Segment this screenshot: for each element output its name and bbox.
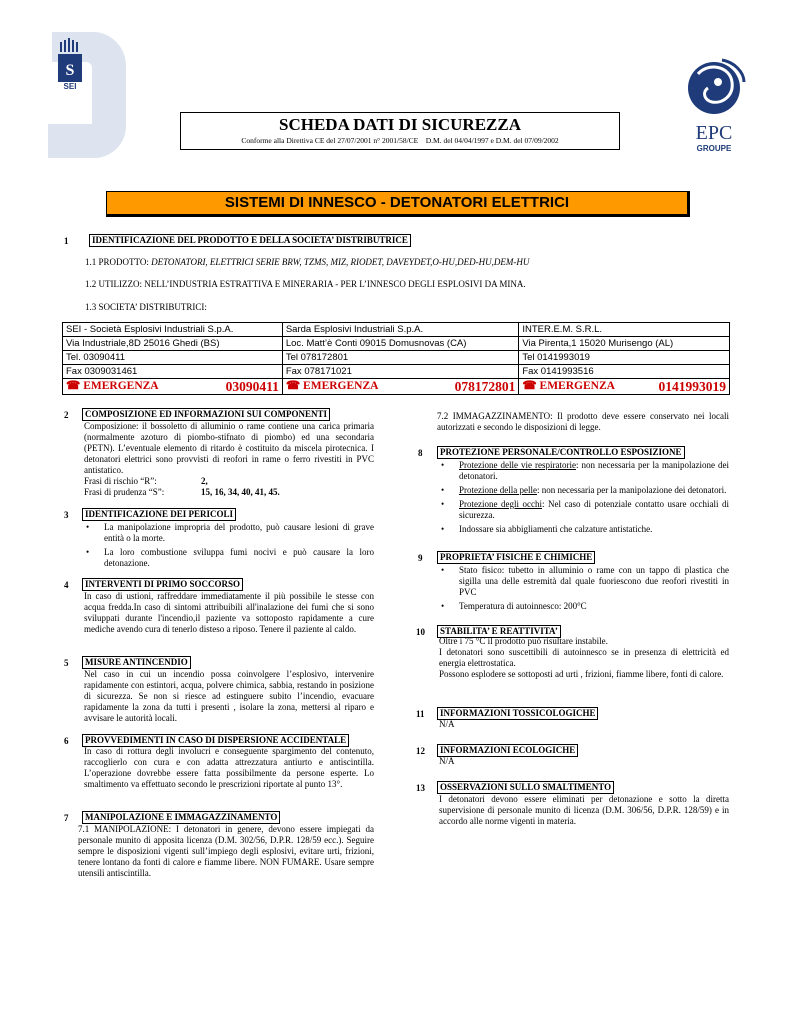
- product-banner-title: SISTEMI DI INNESCO - DETONATORI ELETTRICI: [224, 194, 570, 211]
- list-item: • La loro combustione sviluppa fumi nocivi e può causare la loro detonazione.: [82, 547, 374, 569]
- header-box: [180, 112, 620, 150]
- section-4-body: In caso di ustioni, raffreddare immediatamente il più possibile le stesse con acqua fredda.In caso di sintomi attribuibili all'inalazione dei fumi che si sono sviluppati durante l'incendio,il paziente va sottoposto rapidamente a cure mediche avendo cura di tenerlo disteso a riposo. Tenere il paziente al caldo.: [84, 591, 374, 634]
- r-phrases-value: 2,: [201, 476, 208, 486]
- distributor-tel: Tel 0141993019: [519, 351, 730, 365]
- distributor-name-row: [63, 323, 730, 337]
- section-7-1: 7.1 MANIPOLAZIONE: I detonatori in genere, devono essere impiegati da personale munito di apposita licenza (D.M. 302/56, D.P.R. 128/59 ecc.). Seguire sempre le disposizioni vigenti sull’impiego degli esplosivi, evitare urti, frizioni, tenere lontano da fonti di calore e fiamme libere. NON FUMARE. Usare sempre utensili antiscintilla.: [78, 824, 374, 878]
- section-13-number: 13: [416, 783, 425, 793]
- section-6-number: 6: [64, 736, 69, 746]
- section-1-number: 1: [64, 236, 69, 246]
- page-subtitle: Conforme alla Direttiva CE del 27/07/2001 n° 2001/58/CE D.M. del 04/04/1997 e D.M. del 07/09/2002: [241, 136, 559, 145]
- section-1-1: [85, 257, 529, 268]
- section-12-number: 12: [416, 746, 425, 756]
- section-2-title: COMPOSIZIONE ED INFORMAZIONI SUI COMPONENTI: [82, 408, 330, 421]
- epc-logo: [678, 52, 750, 154]
- respiratory-protection-text: : non necessaria per la manipolazione dei detonatori.: [459, 460, 729, 481]
- section-11-title: INFORMAZIONI TOSSICOLOGICHE: [437, 707, 598, 720]
- list-item: • Stato fisico: tubetto in alluminio o rame con un tappo di plastica che sigilla una delle estremità dal quale fuoriescono due reofori rivestiti in PVC: [437, 565, 729, 598]
- distributor-fax-row: [63, 365, 730, 379]
- section-2-r-phrases: [84, 476, 374, 487]
- distributor-address: Loc. Matt’è Conti 09015 Domusnovas (CA): [282, 337, 518, 351]
- sei-logo-text: SEI: [63, 82, 77, 91]
- section-5-title: MISURE ANTINCENDIO: [82, 656, 191, 669]
- emergency-number: 078172801: [454, 379, 516, 394]
- s-phrases-label: Frasi di prudenza “S”:: [84, 487, 165, 497]
- section-13-body: I detonatori devono essere eliminati per detonazione e sotto la diretta supervisione di personale munito di licenza (D.M. 306/56, D.P.R. 128/59) e in accordo alle norme vigenti in materia.: [439, 794, 729, 826]
- section-10-line-2: I detonatori sono suscettibili di autoinnesco se in presenza di elettricità ed energia elettrostatica.: [439, 647, 729, 668]
- distributor-address: Via Pirenta,1 15020 Murisengo (AL): [519, 337, 730, 351]
- section-2-s-phrases: [84, 487, 374, 498]
- distributor-tel: Tel 078172801: [282, 351, 518, 365]
- list-item: • Temperatura di autoinnesco: 200°C: [437, 601, 729, 612]
- section-8-number: 8: [418, 448, 423, 458]
- list-item: • La manipolazione impropria del prodotto, può causare lesioni di grave entità o la morte.: [82, 522, 374, 544]
- section-10-number: 10: [416, 627, 425, 637]
- distributor-name: Sarda Esplosivi Industriali S.p.A.: [282, 323, 518, 337]
- distributor-address: Via Industriale,8D 25016 Ghedi (BS): [63, 337, 283, 351]
- section-3-number: 3: [64, 510, 69, 520]
- section-2-number: 2: [64, 410, 69, 420]
- emergency-label: EMERGENZA: [539, 380, 615, 392]
- section-11-number: 11: [416, 709, 425, 719]
- section-7-number: 7: [64, 813, 69, 823]
- section-1-1-value: DETONATORI, ELETTRICI SERIE BRW, TZMS, MIZ, RIODET, DAVEYDET,O-HU,DED-HU,DEM-HU: [151, 257, 530, 267]
- epc-logo-graphic: [678, 52, 750, 124]
- section-6-body: In caso di rottura degli involucri e conseguente spargimento del contenuto, raccoglierlo con cura e con adatta attrezzatura antiurto e antiscintilla. L’operazione dovrebbe essere fatta possibilmente da persone esperte. Lo smaltimento va effettuato secondo le prescrizioni riportate al punto 13°.: [84, 746, 374, 789]
- section-9-number: 9: [418, 553, 423, 563]
- section-1-title: IDENTIFICAZIONE DEL PRODOTTO E DELLA SOCIETA’ DISTRIBUTRICE: [89, 234, 411, 247]
- sei-logo: [38, 28, 130, 160]
- section-12-body: N/A: [439, 756, 455, 766]
- epc-logo-text: EPC: [695, 122, 733, 144]
- distributor-fax: Fax 0309031461: [63, 365, 283, 379]
- section-10-line-1: Oltre i 75 °C il prodotto può risultare instabile.: [439, 636, 608, 646]
- section-10-line-3: Possono esplodere se sottoposti ad urti , frizioni, fiamme libere, fonti di calore.: [439, 669, 724, 679]
- section-9-list: [437, 565, 729, 615]
- section-3-list: [82, 522, 374, 572]
- r-phrases-label: Frasi di rischio “R”:: [84, 476, 157, 486]
- section-3-title: IDENTIFICAZIONE DEI PERICOLI: [82, 508, 236, 521]
- distributor-fax: Fax 078171021: [282, 365, 518, 379]
- sei-logo-graphic: [38, 28, 130, 160]
- section-9-title: PROPRIETA’ FISICHE E CHIMICHE: [437, 551, 595, 564]
- section-8-title: PROTEZIONE PERSONALE/CONTROLLO ESPOSIZIONE: [437, 446, 685, 459]
- emergency-number: 03090411: [225, 379, 279, 394]
- section-11-body: N/A: [439, 719, 455, 729]
- section-1-3: 1.3 SOCIETA’ DISTRIBUTRICI:: [85, 302, 207, 312]
- list-item: • Indossare sia abbigliamenti che calzature antistatiche.: [437, 524, 729, 535]
- section-6-title: PROVVEDIMENTI IN CASO DI DISPERSIONE ACCIDENTALE: [82, 734, 349, 747]
- phone-icon: ☎: [522, 380, 537, 392]
- section-4-title: INTERVENTI DI PRIMO SOCCORSO: [82, 578, 243, 591]
- distributor-tel-row: [63, 351, 730, 365]
- respiratory-protection-label: Protezione delle vie respiratorie: [459, 460, 576, 470]
- list-item: [437, 485, 729, 496]
- list-item: [437, 499, 729, 521]
- distributor-fax: Fax 0141993516: [519, 365, 730, 379]
- skin-protection-label: Protezione della pelle: [459, 485, 537, 495]
- section-1-2: 1.2 UTILIZZO: NELL’INDUSTRIA ESTRATTIVA E MINERARIA - PER L’INNESCO DEGLI ESPLOSIVI DA MINA.: [85, 279, 526, 289]
- eye-protection-text: : Nel caso di potenziale contatto usare occhiali di sicurezza.: [459, 499, 729, 520]
- section-7-2: 7.2 IMMAGAZZINAMENTO: Il prodotto deve essere conservato nei locali autorizzati e secondo le disposizioni di legge.: [437, 411, 729, 432]
- section-10-body: [439, 636, 729, 680]
- section-5-body: Nel caso in cui un incendio possa coinvolgere l’esplosivo, intervenire rapidamente con estintori, acqua, polvere chimica, sabbia, restando in posizione di sicurezza. Se non si riesce ad estinguere subito l’incendio, evacuare rapidamente la zona da tutti i presenti , isolare la zona, mettersi al riparo e avvisare le autorità locali.: [84, 669, 374, 723]
- list-item: [437, 460, 729, 482]
- emergency-cell: [282, 379, 518, 395]
- section-10-title: STABILITA’ E REATTIVITA’: [437, 625, 561, 638]
- skin-protection-text: : non necessaria per la manipolazione dei detonatori.: [536, 485, 727, 495]
- section-1-1-label: 1.1 PRODOTTO:: [85, 257, 152, 267]
- distributor-address-row: [63, 337, 730, 351]
- distributor-name: INTER.E.M. S.R.L.: [519, 323, 730, 337]
- emergency-cell: [63, 379, 283, 395]
- emergency-cell: [519, 379, 730, 395]
- section-8-list: [437, 460, 729, 538]
- s-phrases-value: 15, 16, 34, 40, 41, 45.: [201, 487, 280, 497]
- epc-logo-subtext: GROUPE: [696, 144, 732, 153]
- svg-text:S: S: [65, 62, 75, 79]
- distributor-tel: Tel. 03090411: [63, 351, 283, 365]
- section-2-body: Composizione: il bossoletto di alluminio o rame contiene una carica primaria (normalmente azoturo di piombo-stifnato di piombo) ed una secondaria (PETN). L’eventuale elemento di ritardo è costituito da miscela pirotecnica. I detonatori elettrici sono provvisti di reofori in rame o ferro rivestiti in PVC antistatico.: [84, 421, 374, 475]
- section-7-title: MANIPOLAZIONE E IMMAGAZZINAMENTO: [82, 811, 280, 824]
- distributors-table: [62, 322, 730, 395]
- eye-protection-label: Protezione degli occhi: [459, 499, 542, 509]
- section-13-title: OSSERVAZIONI SULLO SMALTIMENTO: [437, 781, 614, 794]
- product-banner: [106, 191, 690, 217]
- emergency-label: EMERGENZA: [83, 380, 159, 392]
- section-12-title: INFORMAZIONI ECOLOGICHE: [437, 744, 578, 757]
- emergency-number: 0141993019: [658, 379, 726, 394]
- distributor-name: SEI - Società Esplosivi Industriali S.p.A.: [63, 323, 283, 337]
- phone-icon: ☎: [285, 380, 301, 392]
- section-4-number: 4: [64, 580, 69, 590]
- emergency-row: [63, 379, 730, 395]
- section-5-number: 5: [64, 658, 69, 668]
- page-title: SCHEDA DATI DI SICUREZZA: [279, 115, 521, 134]
- phone-icon: ☎: [66, 380, 81, 392]
- emergency-label: EMERGENZA: [303, 380, 379, 392]
